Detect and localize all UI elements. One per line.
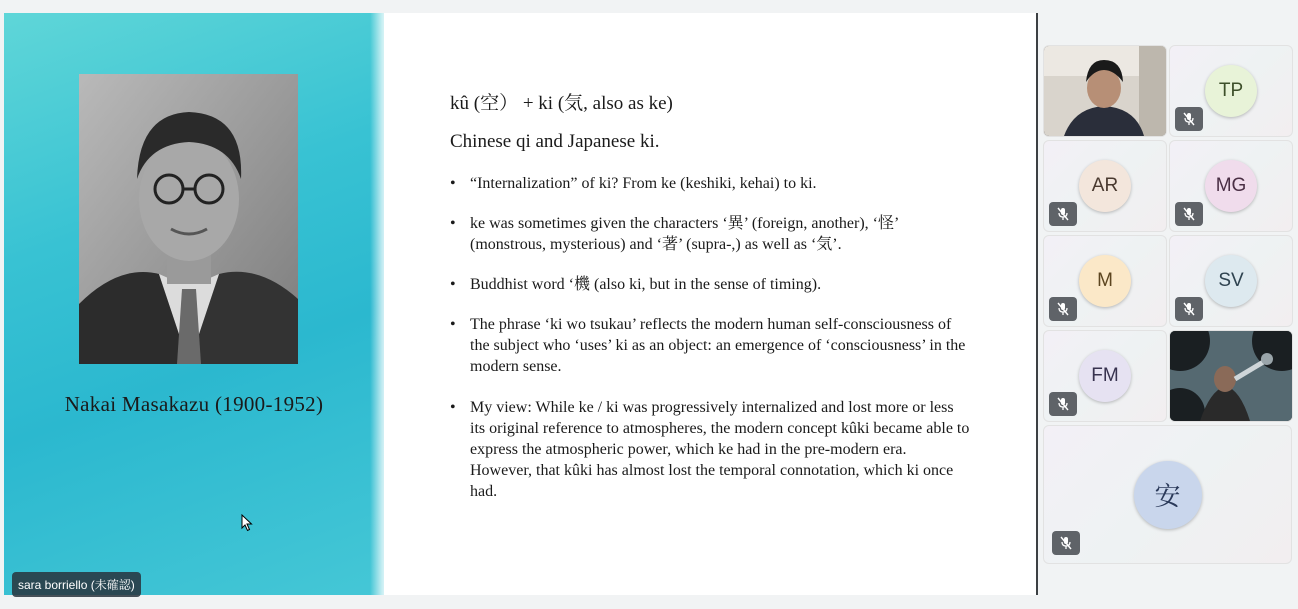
participant-tile-mg[interactable] — [1169, 140, 1293, 232]
bullet-item: • The phrase ‘ki wo tsukau’ reflects the modern human self-consciousness of the subject who ‘uses’ ki as an object: an emergence of ‘consciousness’ in the modern sense. — [450, 314, 970, 377]
participant-video-tile[interactable] — [1169, 330, 1293, 422]
presenter-name-tag: sara borriello (未確認) — [12, 572, 141, 597]
avatar: 安 — [1134, 461, 1202, 529]
avatar: SV — [1205, 255, 1257, 307]
participant-video — [1170, 331, 1292, 421]
slide-left-panel — [4, 13, 384, 595]
mic-muted-icon — [1049, 297, 1077, 321]
slide-caption: Nakai Masakazu (1900-1952) — [64, 392, 324, 416]
mic-muted-icon — [1052, 531, 1080, 555]
slide-subtitle: Chinese qi and Japanese ki. — [450, 131, 660, 152]
bullet-item: • ke was sometimes given the characters ‘異’ (foreign, another), ‘怪’ (monstrous, mysterious) and ‘著’ (supra-,) as well as ‘気’. — [450, 213, 970, 255]
participant-tile-fm[interactable] — [1043, 330, 1167, 422]
bullet-item: • My view: While ke / ki was progressively internalized and lost more or less its original reference to atmospheres, the modern concept kûki became able to express the atmospheric power, which ke had in the pre-modern era. However, that kûki has almost lost the temporal connotation, which ki once had. — [450, 397, 970, 502]
mic-muted-icon — [1175, 107, 1203, 131]
participant-video — [1044, 46, 1166, 136]
shared-screen — [4, 13, 1036, 595]
mic-muted-icon — [1049, 202, 1077, 226]
mic-muted-icon — [1175, 297, 1203, 321]
avatar: AR — [1079, 160, 1131, 212]
mouse-cursor-icon — [241, 514, 253, 532]
participant-tile-tp[interactable] — [1169, 45, 1293, 137]
participant-video-tile[interactable] — [1043, 45, 1167, 137]
avatar: FM — [1079, 350, 1131, 402]
participant-tile-ar[interactable] — [1043, 140, 1167, 232]
avatar: M — [1079, 255, 1131, 307]
bullet-item: • “Internalization” of ki? From ke (keshiki, kehai) to ki. — [450, 173, 970, 194]
slide-formula: kû (空） + ki (気, also as ke) — [450, 93, 673, 114]
bullet-item: • Buddhist word ‘機 (also ki, but in the sense of timing). — [450, 274, 970, 295]
participant-tile-an[interactable] — [1043, 425, 1292, 564]
avatar: MG — [1205, 160, 1257, 212]
panel-divider — [1036, 13, 1038, 595]
portrait-photo — [79, 74, 298, 364]
avatar: TP — [1205, 65, 1257, 117]
mic-muted-icon — [1049, 392, 1077, 416]
mic-muted-icon — [1175, 202, 1203, 226]
brush-edge — [370, 13, 390, 595]
participant-tile-m[interactable] — [1043, 235, 1167, 327]
participant-tile-sv[interactable] — [1169, 235, 1293, 327]
